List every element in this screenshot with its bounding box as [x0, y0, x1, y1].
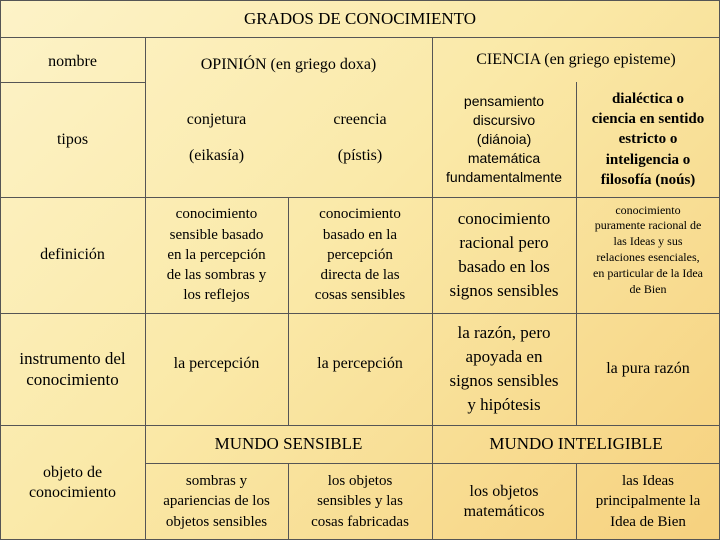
objeto-creencia: los objetos sensibles y las cosas fabricadas: [311, 473, 409, 530]
type-conjetura: conjetura: [186, 111, 247, 128]
row-label-objeto: objeto de conocimiento: [28, 463, 117, 501]
type-noesis: dialéctica o ciencia en sentido estricto o inteligencia o filosofía (noús): [591, 90, 705, 188]
type-pistis: (pístis): [337, 147, 383, 164]
type-dianoia: pensamiento discursivo (diánoia) matemática fundamentalmente: [446, 93, 562, 185]
table-title: GRADOS DE CONOCIMIENTO: [243, 8, 477, 28]
type-creencia: creencia: [333, 111, 387, 128]
instrumento-conjetura: la percepción: [173, 355, 260, 372]
instrumento-noesis: la pura razón: [606, 360, 690, 377]
row-label-instrumento: instrumento del conocimiento: [19, 348, 126, 389]
instrumento-creencia: la percepción: [317, 355, 403, 372]
definicion-creencia: conocimiento basado en la percepción directa de las cosas sensibles: [314, 206, 406, 304]
row-label-tipos: tipos: [56, 131, 89, 148]
mundo-sensible-header: MUNDO SENSIBLE: [214, 434, 363, 454]
objeto-conjetura: sombras y apariencias de los objetos sensibles: [163, 473, 270, 530]
objeto-noesis: las Ideas principalmente la Idea de Bien: [595, 473, 701, 530]
mundo-inteligible-header: MUNDO INTELIGIBLE: [489, 434, 663, 454]
definicion-dianoia: conocimiento racional pero basado en los signos sensibles: [449, 208, 559, 301]
definicion-conjetura: conocimiento sensible basado en la percepción de las sombras y los reflejos: [166, 206, 267, 304]
instrumento-dianoia: la razón, pero apoyada en signos sensibles y hipótesis: [449, 323, 559, 414]
row-label-nombre: nombre: [48, 53, 97, 70]
opinion-header: OPINIÓN (en griego doxa): [200, 55, 377, 73]
definicion-noesis: conocimiento puramente racional de las Ideas y sus relaciones esenciales, en particular de la Idea de Bien: [593, 202, 703, 296]
ciencia-header: CIENCIA (en griego episteme): [476, 50, 676, 68]
objeto-dianoia: los objetos matemáticos: [463, 482, 545, 520]
type-eikasia: (eikasía): [188, 147, 245, 164]
row-label-definicion: definición: [40, 246, 105, 263]
